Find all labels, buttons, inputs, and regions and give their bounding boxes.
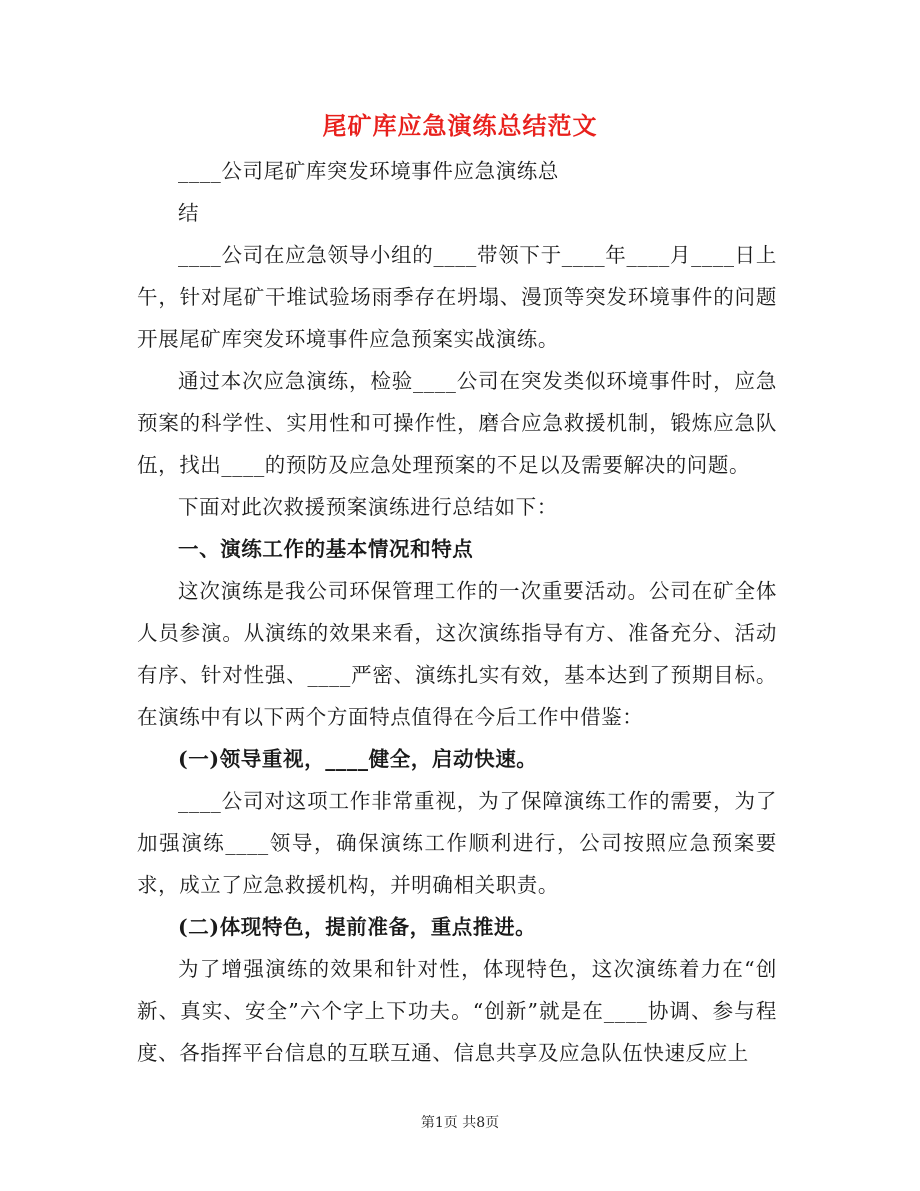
- paragraph-5: 下面对此次救援预案演练进行总结如下：: [178, 495, 558, 519]
- document-title: 尾矿库应急演练总结范文: [322, 111, 598, 140]
- document-body: [137, 150, 777, 1074]
- paragraph-3: ____公司在应急领导小组的____带领下于____年____月____日上午，针对尾矿干堆试验场雨季存在坍塌、漫顶等突发环境事件的问题开展尾矿库突发环境事件应急预案实战演练。: [137, 243, 777, 351]
- section-heading-1: 一、演练工作的基本情况和特点: [178, 537, 474, 561]
- paragraph-7: ____公司对这项工作非常重视，为了保障演练工作的需要，为了加强演练____领导，确保演练工作顺利进行，公司按照应急预案要求，成立了应急救援机构，并明确相关职责。: [137, 789, 777, 897]
- paragraph-4: 通过本次应急演练，检验____公司在突发类似环境事件时，应急预案的科学性、实用性和可操作性，磨合应急救援机制，锻炼应急队伍，找出____的预防及应急处理预案的不足以及需要解决的问题。: [137, 369, 777, 477]
- paragraph-2: 结: [178, 201, 200, 225]
- paragraph-6: 这次演练是我公司环保管理工作的一次重要活动。公司在矿全体人员参演。从演练的效果来看，这次演练指导有方、准备充分、活动有序、针对性强、____严密、演练扎实有效，基本达到了预期目标。在演练中有以下两个方面特点值得在今后工作中借鉴：: [137, 579, 777, 729]
- paragraph-1: ____公司尾矿库突发环境事件应急演练总: [178, 159, 559, 183]
- paragraph-8: 为了增强演练的效果和针对性，体现特色，这次演练着力在“创新、真实、安全”六个字上下功夫。“创新”就是在____协调、参与程度、各指挥平台信息的互联互通、信息共享及应急队伍快速反应上: [137, 957, 777, 1065]
- subsection-heading-1: (一)领导重视，____健全，启动快速。: [178, 747, 538, 771]
- subsection-heading-2: (二)体现特色，提前准备，重点推进。: [178, 915, 537, 939]
- page-number: 第1页 共8页: [420, 1115, 500, 1131]
